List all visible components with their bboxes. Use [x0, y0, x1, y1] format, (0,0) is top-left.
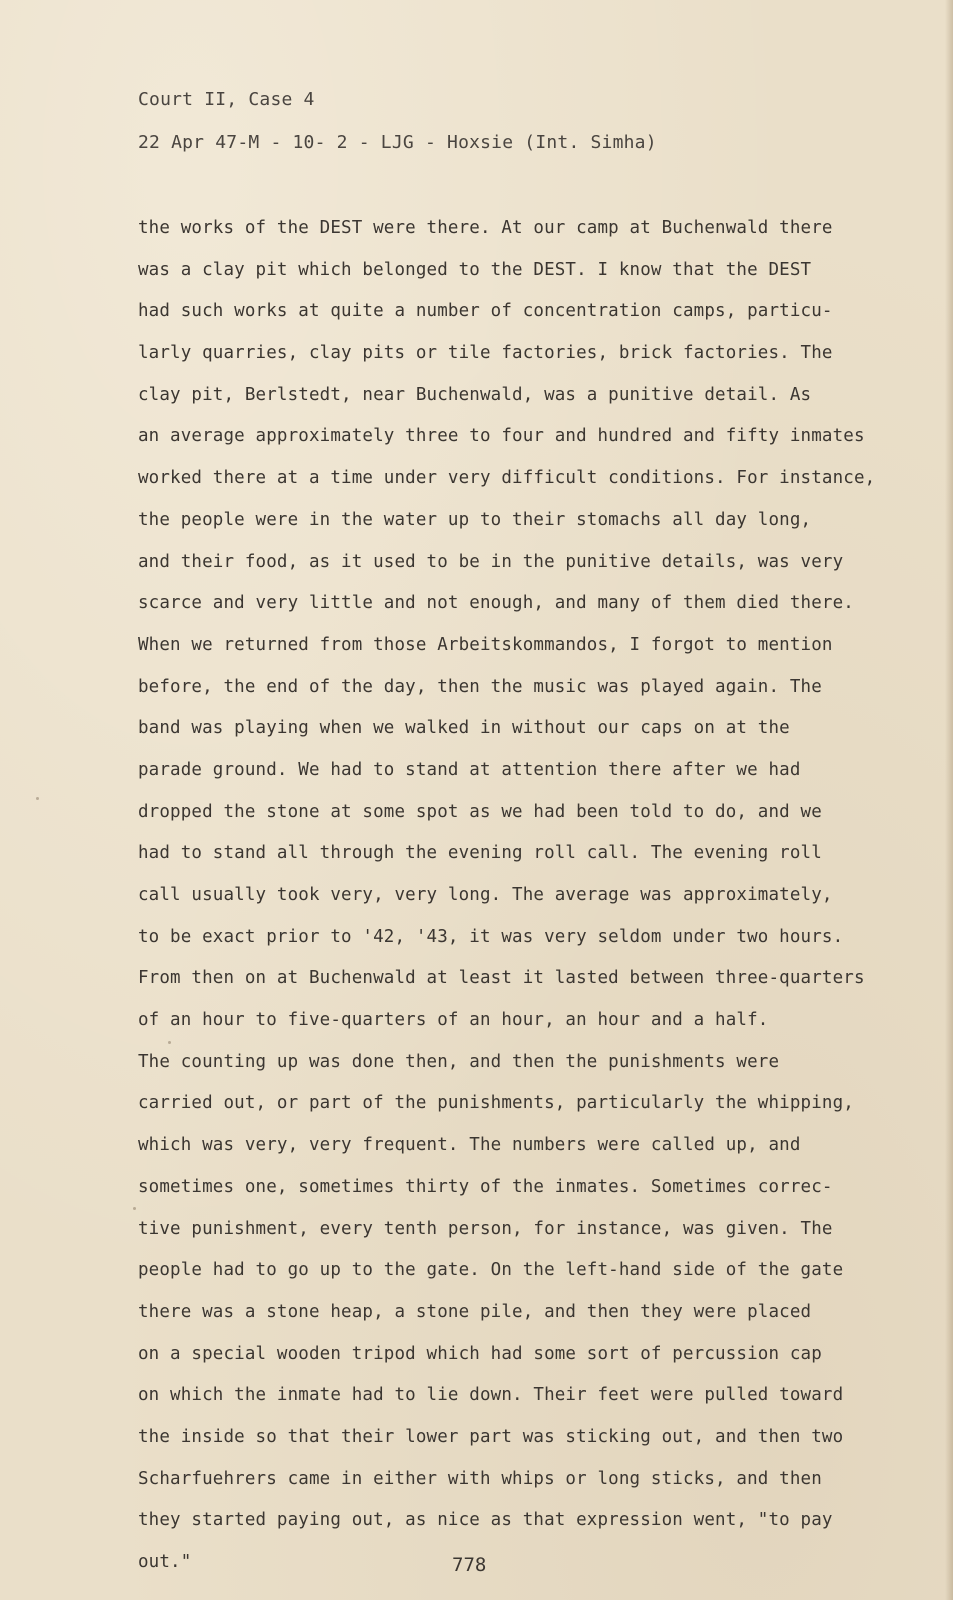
transcript-line: had to stand all through the evening roll call. The evening roll	[138, 843, 822, 864]
transcript-line: on a special wooden tripod which had some sort of percussion cap	[138, 1343, 822, 1364]
transcript-line: the people were in the water up to their stomachs all day long,	[138, 509, 812, 530]
transcript-line: which was very, very frequent. The numbers were called up, and	[138, 1135, 801, 1156]
transcript-line: scarce and very little and not enough, and many of them died there.	[138, 593, 854, 614]
transcript-line: on which the inmate had to lie down. Their feet were pulled toward	[138, 1385, 844, 1406]
page-number: 778	[452, 1554, 487, 1576]
transcript-line: there was a stone heap, a stone pile, and then they were placed	[138, 1301, 812, 1322]
transcript-line: and their food, as it used to be in the punitive details, was very	[138, 551, 844, 572]
transcript-line: From then on at Buchenwald at least it lasted between three-quarters	[138, 968, 865, 989]
transcript-line: larly quarries, clay pits or tile factories, brick factories. The	[138, 343, 833, 364]
transcript-line: worked there at a time under very difficult conditions. For instance,	[138, 468, 876, 489]
transcript-line: The counting up was done then, and then the punishments were	[138, 1051, 780, 1072]
transcript-line: to be exact prior to '42, '43, it was very seldom under two hours.	[138, 926, 844, 947]
paper-speck	[168, 1041, 171, 1044]
transcript-line: tive punishment, every tenth person, for instance, was given. The	[138, 1218, 833, 1239]
case-header: Court II, Case 4	[138, 89, 315, 110]
transcript-line: out."	[138, 1552, 192, 1572]
transcript-line: clay pit, Berlstedt, near Buchenwald, was a punitive detail. As	[138, 384, 812, 405]
session-header: 22 Apr 47-M - 10- 2 - LJG - Hoxsie (Int. Simha)	[138, 132, 657, 153]
transcript-line: parade ground. We had to stand at attention there after we had	[138, 759, 801, 780]
transcript-line: When we returned from those Arbeitskommandos, I forgot to mention	[138, 634, 833, 655]
page-edge-shadow	[945, 0, 953, 1600]
transcript-body	[138, 214, 938, 1590]
transcript-line: sometimes one, sometimes thirty of the inmates. Sometimes correc-	[138, 1176, 833, 1197]
transcript-line: Scharfuehrers came in either with whips or long sticks, and then	[138, 1468, 822, 1489]
transcript-line: the inside so that their lower part was sticking out, and then two	[138, 1426, 844, 1447]
paper-speck	[36, 797, 39, 800]
transcript-line: people had to go up to the gate. On the left-hand side of the gate	[138, 1260, 844, 1281]
paper-speck	[133, 1207, 136, 1210]
transcript-line: had such works at quite a number of concentration camps, particu-	[138, 301, 833, 322]
transcript-line: dropped the stone at some spot as we had been told to do, and we	[138, 801, 822, 822]
transcript-line: they started paying out, as nice as that expression went, "to pay	[138, 1510, 833, 1531]
transcript-line: of an hour to five-quarters of an hour, an hour and a half.	[138, 1010, 769, 1031]
transcript-line: carried out, or part of the punishments, particularly the whipping,	[138, 1093, 854, 1114]
transcript-line: before, the end of the day, then the music was played again. The	[138, 676, 822, 697]
transcript-line: the works of the DEST were there. At our camp at Buchenwald there	[138, 218, 833, 238]
transcript-line: was a clay pit which belonged to the DEST. I know that the DEST	[138, 259, 812, 280]
transcript-line: band was playing when we walked in without our caps on at the	[138, 718, 790, 739]
transcript-line: an average approximately three to four and hundred and fifty inmates	[138, 426, 865, 447]
transcript-line: call usually took very, very long. The average was approximately,	[138, 885, 833, 905]
